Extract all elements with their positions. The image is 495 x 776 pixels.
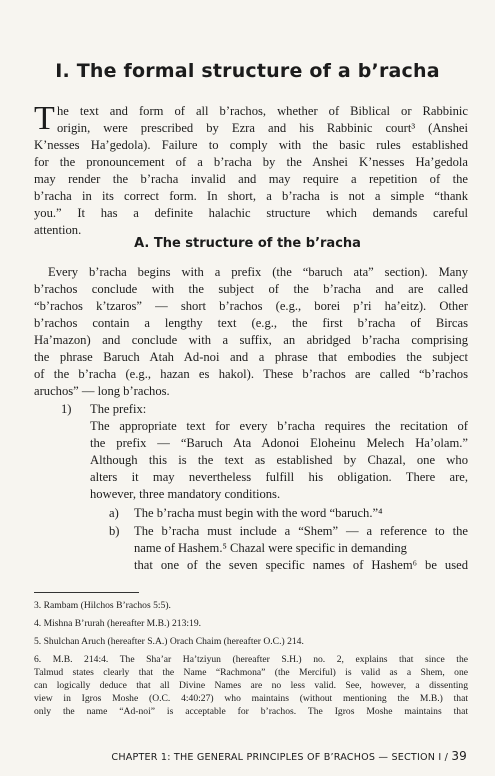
intro-line: he text and form of all b’rachos, whether of Biblical or Rabbinic (57, 104, 468, 118)
intro-line: you.” It has a definite halachic structure which demands careful (34, 206, 468, 220)
item-1-line: alters it may nevertheless fulfill his obligation. There are, (90, 470, 468, 484)
running-head: CHAPTER 1: THE GENERAL PRINCIPLES OF B’RACHOS — SECTION I / (111, 752, 449, 763)
footnote-line: only the name “Ad-noi” is acceptable for b’rachos. The Igros Moshe maintains that (34, 706, 468, 717)
footnote-line: 5. Shulchan Aruch (hereafter S.A.) Orach Chaim (hereafter O.C.) 214. (34, 636, 304, 647)
footnote-line: view in Igros Moshe (O.C. 4:40:27) who maintains (without mentioning the M.B.) that (34, 693, 468, 704)
item-a-label: a) (109, 506, 119, 520)
item-1-line: Although this is the text as established by Chazal, one who (90, 453, 468, 467)
item-b (134, 523, 468, 574)
item-a (134, 505, 468, 522)
drop-cap: T (34, 100, 55, 137)
footnote-line: can logically deduce that all Divine Names are no less valid. See, however, a dissenting (34, 680, 468, 691)
paragraph-line: Ha’mazon) and conclude with a suffix, an abridged b’racha comprising (34, 333, 468, 347)
footnote-line: Talmud states clearly that the Name “Rachmona” (the Merciful) is valid as a Shem, one (34, 667, 468, 678)
item-1-line: the prefix — “Baruch Ata Adonoi Eloheinu Melech Ha’olam.” (90, 436, 468, 450)
page-number: 39 (451, 749, 467, 763)
item-a-line: The b’racha must begin with the word “baruch.”⁴ (134, 506, 383, 520)
item-1-heading: The prefix: (90, 402, 147, 416)
footnote-line: 4. Mishna B’rurah (hereafter M.B.) 213:19. (34, 618, 202, 629)
intro-line: b’racha in its correct form. In short, a b’racha is not a simple “thank (34, 189, 468, 203)
footnote-line: 6. M.B. 214:4. The Sha’ar Ha’tziyun (hereafter S.H.) no. 2, explains that since the (34, 654, 468, 665)
footnote-divider (34, 592, 139, 593)
item-1-line: however, three mandatory conditions. (90, 487, 281, 501)
footnote-6 (34, 653, 468, 718)
intro-line: may render the b’racha invalid and may require a repetition of the (34, 172, 468, 186)
item-1-label: 1) (61, 402, 72, 416)
running-footer (111, 749, 467, 763)
item-1-line: The appropriate text for every b’racha requires the recitation of (90, 419, 468, 433)
intro-line: for the pronouncement of a b’racha by the Anshei K’nesses Ha’gedola (34, 155, 468, 169)
footnote-3 (34, 599, 468, 612)
paragraph-line: Every b’racha begins with a prefix (the “baruch ata” section). Many (48, 265, 468, 279)
paragraph-line: “b’rachos k’tzaros” — short b’rachos (e.g., borei p’ri ha’eitz). Other (34, 299, 468, 313)
paragraph-line: b’rachos contain a lengthy text (e.g., the first b’racha of Bircas (34, 316, 468, 330)
item-1 (90, 401, 468, 503)
intro-paragraph (34, 100, 468, 239)
item-b-line: name of Hashem.⁵ Chazal were specific in demanding (134, 541, 407, 555)
footnote-line: 3. Rambam (Hilchos B’rachos 5:5). (34, 600, 171, 611)
intro-line: K’nesses Ha’gedola). Failure to comply with the basic rules established (34, 138, 468, 152)
paragraph-line: aruchos” — long b’rachos. (34, 384, 170, 398)
section-title: I. The formal structure of a b’racha (55, 60, 440, 82)
paragraph-line: the phrase Baruch Atah Ad-noi and a phrase that embodies the subject (34, 350, 468, 364)
intro-line: attention. (34, 223, 82, 237)
item-b-label: b) (109, 524, 120, 538)
footnote-5 (34, 635, 468, 648)
intro-line: origin, were prescribed by Ezra and his Rabbinic court³ (Anshei (57, 121, 468, 135)
paragraph-line: of the b’racha (e.g., hazan es hakol). These b’rachos are called “b’rachos (34, 367, 468, 381)
paragraph-line: b’rachos conclude with the subject of the b’racha and are called (34, 282, 468, 296)
footnote-4 (34, 617, 468, 630)
item-b-line: that one of the seven specific names of Hashem⁶ be used (134, 558, 468, 572)
structure-paragraph (34, 264, 468, 400)
subsection-title: A. The structure of the b’racha (134, 236, 361, 251)
item-b-line: The b’racha must include a “Shem” — a reference to the (134, 524, 468, 538)
